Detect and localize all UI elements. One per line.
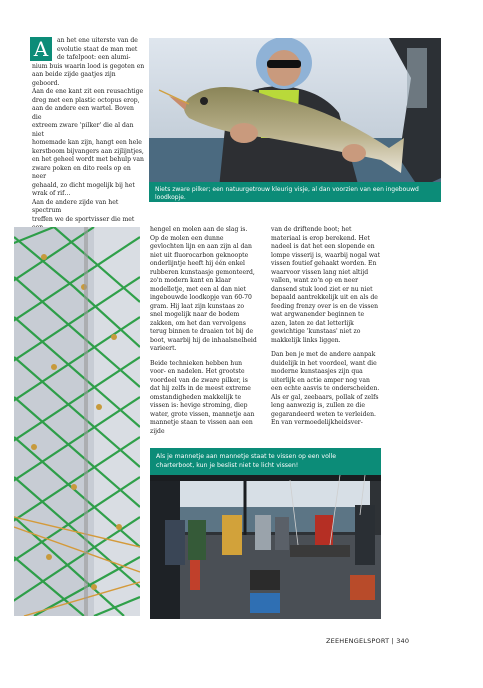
column-1-line: evolutie staat de man met: [57, 45, 138, 53]
footer-separator: |: [391, 637, 394, 645]
top-photo-caption: [149, 182, 441, 202]
column-1-line: aan de andere een wartel. Boven die: [32, 105, 134, 121]
column-1-line: treffen we de sportvisser die met: [32, 215, 135, 223]
column-1-line: wrak of rif…: [32, 190, 71, 197]
column-1-line: Aan de ene kant zit een reusachtige: [32, 88, 144, 95]
article-column-2: [150, 226, 257, 442]
top-photo: [149, 38, 441, 188]
net-photo: [14, 227, 140, 616]
column-1-line: aan beide zijde gaatjes zijn geboord.: [32, 71, 116, 87]
column-1-line: de tafelpoot: een alumi-: [57, 54, 131, 61]
drop-cap: A: [30, 37, 52, 61]
page-footer: [326, 637, 446, 645]
column-1-line: an het ene uiterste van de: [57, 37, 138, 44]
column-1-line: dreg met een plastic octopus erop,: [32, 96, 140, 104]
column-3-paragraph-1: van de driftende boot; het materiaal is erop berekend. Het nadeel is dat het een slopende en lompe visserij is, waarbij nogal wat vissen foutief gehaakt worden. En waarvoor vissen lang niet altijd vallen, want zo'n op en neer dansend stuk lood ziet er nu niet bepaald aantrekkelijk uit en als de feeding frenzy over is en de vissen wat argwanender beginnen te azen, laten ze dat letterlijk gewichtige 'kunstaas' niet zo makkelijk links liggen.: [271, 226, 381, 344]
column-1-line: homemade kan zijn, hangt een hele: [32, 139, 142, 146]
top-photo-caption-text: Niets zware pilker; een natuurgetrouw kleurig visje, al dan voorzien van een ingebouwd loodkopje.: [155, 186, 419, 201]
bottom-photo-caption: [150, 448, 381, 475]
column-1-line: zware poken en dito reels op en neer: [32, 164, 131, 180]
column-1-line: extreem zware 'pilker' die al dan niet: [32, 122, 134, 138]
bottom-photo: [150, 475, 381, 619]
column-1-line: en het geheel wordt met behulp van: [32, 156, 144, 163]
column-1-line: gehaald, zo dicht mogelijk bij het: [32, 181, 135, 189]
article-column-3: [271, 226, 381, 434]
column-1-line: kerstboom bijvangers aan zijlijntjes,: [32, 147, 144, 155]
magazine-name: ZEEHENGELSPORT: [326, 637, 390, 645]
column-1-line: nium buis waarin lood is gegoten en: [32, 62, 145, 70]
column-2-paragraph-2: Beide technieken hebben hun voor- en nadelen. Het grootste voordeel van de zware pilker, is dat hij zelfs in de meest extreme omstandigheden makkelijk te vissen is: hevige stroming, diep water, grote vissen, mannetje aan mannetje staan te vissen aan een zijde: [150, 359, 255, 435]
column-3-paragraph-2: Dan ben je met de andere aanpak duidelijk in het voordeel, want die moderne kunstaasjes zijn qua uiterlijk en actie amper nog van een echte aasvis te onderscheiden. Als er gal, zeebaars, pollak of zelfs leng aanwezig is, zullen ze die gegarandeerd weten te verleiden. En van vermoedelijkheidsver-: [271, 351, 380, 426]
column-1-line: Aan de andere zijde van het spectrum: [32, 198, 119, 214]
bottom-photo-caption-text: Als je mannetje aan mannetje staat te vissen op een volle charterboot, kun je beslist niet te licht vissen!: [156, 453, 337, 469]
page-number: 340: [396, 637, 410, 645]
column-2-paragraph-1: hengel en molen aan de slag is. Op de molen een dunne gevlochten lijn en aan zijn al dan niet uit fluorocarbon geknoopte onderlijntje heeft hij één enkel rubberen kunstaasje gemonteerd, zo'n modern kant en klaar modelletje, met een al dan niet ingebouwde loodkopje van 60-70 gram. Hij laat zijn kunstaas zo snel mogelijk naar de bodem zakken, om het dan vervolgens terug binnen te draaien tot bij de boot, waarbij hij de inhaalsnelheid varieert.: [150, 226, 257, 352]
article-column-1: [32, 37, 145, 241]
